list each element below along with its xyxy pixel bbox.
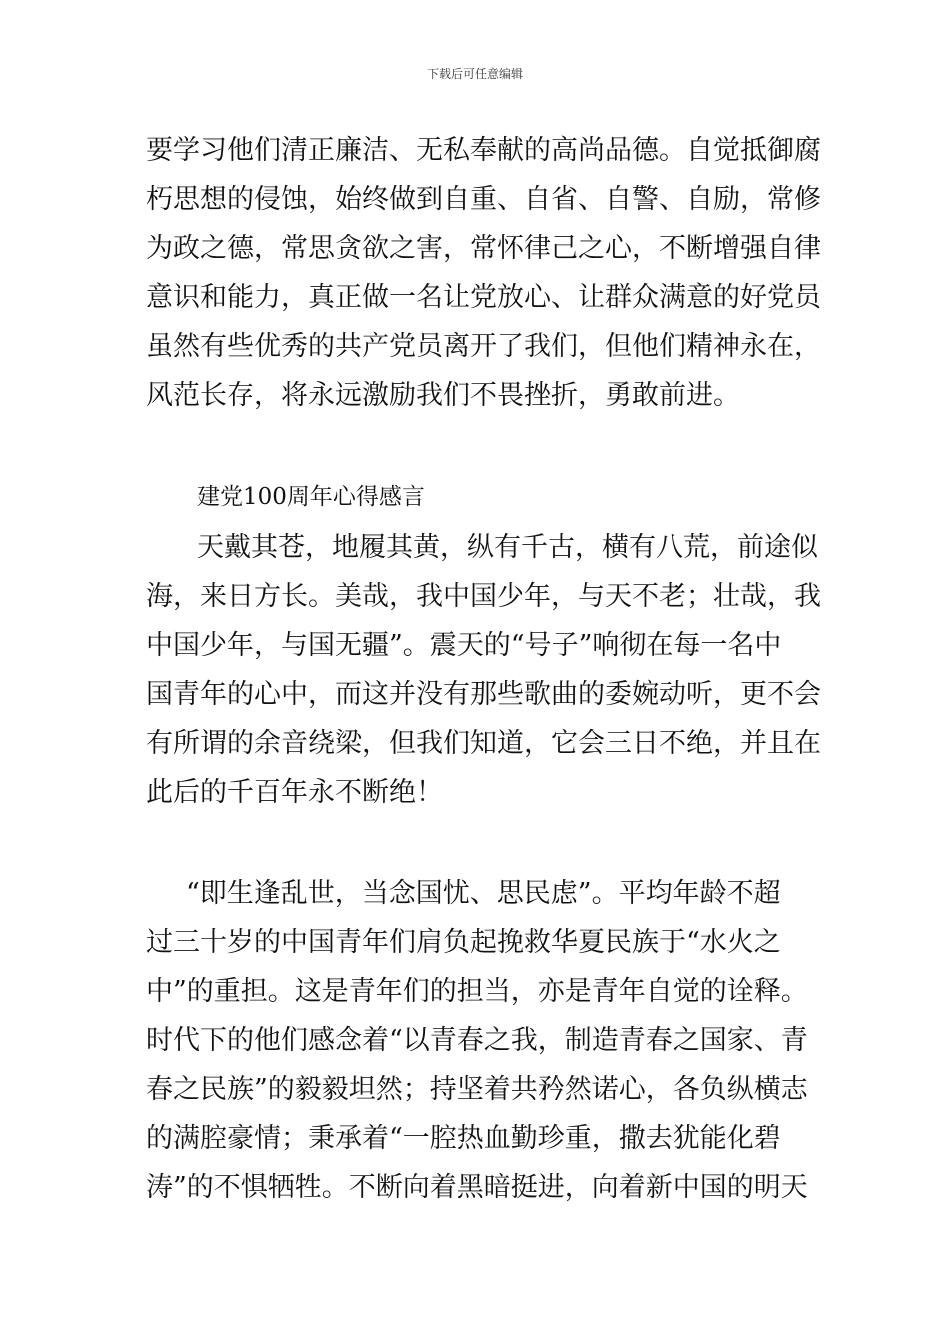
text-line: 涛”的不惧牺牲。不断向着黑暗挺进，向着新中国的明天: [146, 1172, 808, 1203]
page-header: 下载后可任意编辑: [426, 67, 523, 81]
text-line: 中国少年，与国无疆”。震天的“号子”响彻在每一名中: [146, 630, 782, 661]
text-line: 风范长存，将永远激励我们不畏挫折，勇敢前进。: [146, 380, 740, 411]
text-line: 为政之德，常思贪欲之害，常怀律己之心，不断增强自律: [146, 233, 821, 264]
text-line: 中”的重担。这是青年们的担当，亦是青年自觉的诠释。: [146, 976, 808, 1007]
section-title: 建党100周年心得感言: [197, 484, 425, 510]
text-line: 有所谓的余音绕梁，但我们知道，它会三日不绝，并且在: [146, 728, 821, 759]
text-line: 春之民族”的毅毅坦然；持坚着共矜然诺心，各负纵横志: [146, 1074, 808, 1105]
text-line: 要学习他们清正廉洁、无私奉献的高尚品德。自觉抵御腐: [146, 135, 821, 166]
text-line: 的满腔豪情；秉承着“一腔热血勤珍重，撒去犹能化碧: [146, 1123, 781, 1154]
text-line: 海，来日方长。美哉，我中国少年，与天不老；壮哉，我: [146, 581, 821, 612]
text-line: 国青年的心中，而这并没有那些歌曲的委婉动听，更不会: [146, 679, 821, 710]
text-line: 朽思想的侵蚀，始终做到自重、自省、自警、自励，常修: [146, 184, 821, 215]
text-line: 意识和能力，真正做一名让党放心、让群众满意的好党员: [146, 282, 821, 313]
text-line: 过三十岁的中国青年们肩负起挽救华夏民族于“水火之: [146, 927, 781, 958]
text-line: 虽然有些优秀的共产党员离开了我们，但他们精神永在，: [146, 331, 821, 362]
text-line: “即生逢乱世，当念国忧、思民虑”。平均年龄不超: [186, 878, 781, 909]
text-line: 此后的千百年永不断绝！: [146, 777, 443, 808]
text-line: 时代下的他们感念着“以青春之我，制造青春之国家、青: [146, 1025, 808, 1056]
text-line: 天戴其苍，地履其黄，纵有千古，横有八荒，前途似: [197, 532, 818, 563]
